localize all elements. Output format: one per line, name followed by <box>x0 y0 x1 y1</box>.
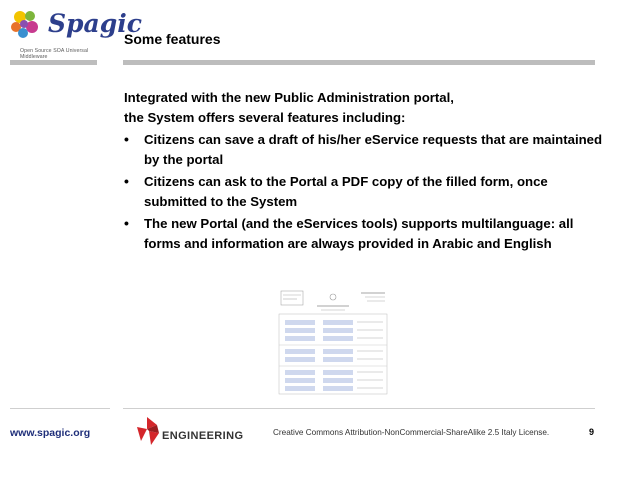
footer-url-link[interactable]: www.spagic.org <box>10 427 91 439</box>
eservice-form-thumbnail <box>277 288 389 396</box>
slide-body <box>124 88 604 254</box>
feature-item <box>124 172 604 212</box>
spagic-flower-icon <box>8 7 42 45</box>
engineering-logo <box>133 415 243 447</box>
feature-item <box>124 130 604 170</box>
intro-line-1: Integrated with the new Public Administration portal, <box>124 90 454 105</box>
footer-rule <box>123 408 595 409</box>
footer-rule-left <box>10 408 110 409</box>
feature-text: Citizens can ask to the Portal a PDF copy of the filled form, once submitted to the System <box>144 174 548 209</box>
feature-text: The new Portal (and the eServices tools) supports multilanguage: all forms and information are always provided in Arabic and English <box>144 216 574 251</box>
logo-tagline: Open Source SOA Universal Middleware <box>20 48 89 60</box>
engineering-wordmark: ENGINEERING <box>162 430 244 442</box>
feature-list <box>124 130 604 254</box>
page-number: 9 <box>589 427 595 437</box>
logo-wordmark: Spagic <box>48 9 142 38</box>
intro-line-2: the System offers several features including: <box>124 110 406 125</box>
feature-text: Citizens can save a draft of his/her eService requests that are maintained by the portal <box>144 132 603 167</box>
header-rule-right <box>123 60 595 65</box>
bullet-symbol: • <box>124 215 129 231</box>
bullet-symbol: • <box>124 131 129 147</box>
engineering-mark-icon <box>133 415 161 447</box>
spagic-logo <box>8 7 142 60</box>
license-text: Creative Commons Attribution-NonCommercial-ShareAlike 2.5 Italy License. <box>273 428 550 437</box>
feature-item <box>124 214 604 254</box>
slide-title: Some features <box>124 31 221 47</box>
bullet-symbol: • <box>124 173 129 189</box>
header-rule-left <box>10 60 97 65</box>
